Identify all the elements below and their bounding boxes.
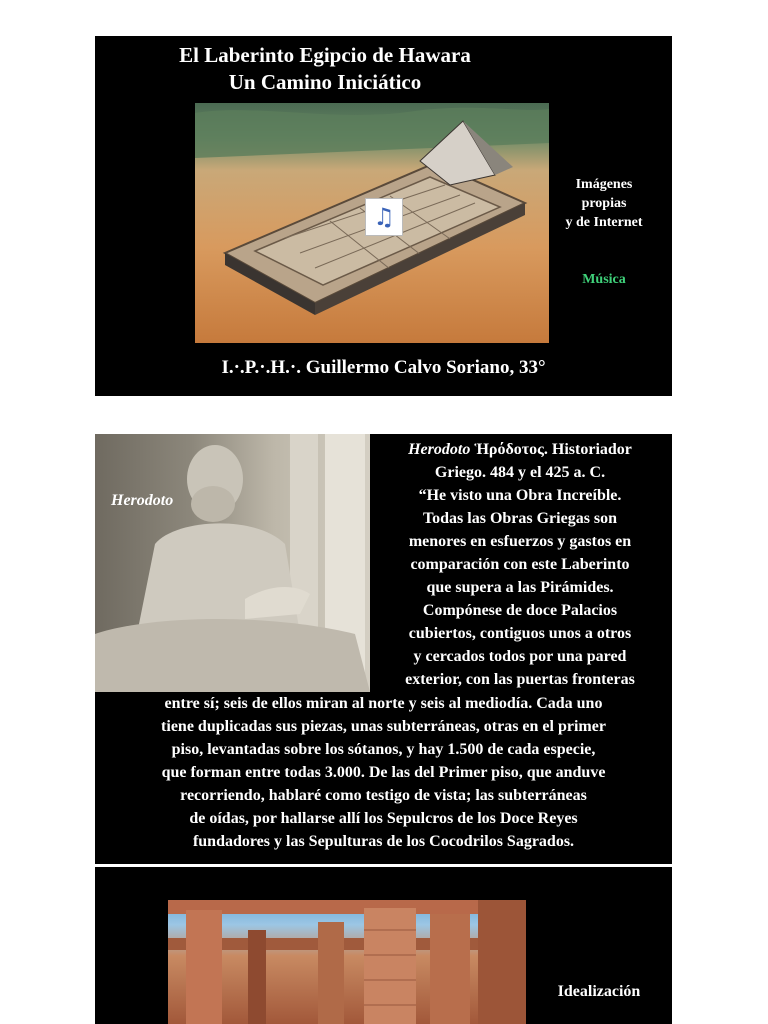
quote-line: fundadores y las Sepulturas de los Cocodrilos Sagrados.	[192, 833, 575, 850]
credits-line-1: Imágenes	[575, 177, 633, 192]
herodotus-label: Herodoto	[111, 492, 174, 509]
quote-line: Todas las Obras Griegas son	[422, 510, 618, 527]
quote-line: cubiertos, contiguos unos a otros	[408, 625, 632, 642]
quote-line: que forman entre todas 3.000. De las del Primer piso, que anduve	[161, 764, 606, 781]
slide-herodotus	[95, 434, 672, 864]
quote-line: Compónese de doce Palacios	[422, 602, 618, 619]
quote-line: que supera a las Pirámides.	[426, 579, 614, 596]
quote-line: Griego. 484 y el 425 a. C.	[434, 464, 606, 481]
quote-line: entre sí; seis de ellos miran al norte y seis al mediodía. Cada uno	[164, 695, 603, 712]
slide-title-heading	[95, 42, 555, 96]
idealization-label: Idealización	[557, 983, 641, 1000]
quote-line: tiene duplicadas sus piezas, unas subterráneas, otras en el primer	[161, 718, 606, 735]
quote-line-heading	[375, 438, 665, 461]
quote-line: exterior, con las puertas fronteras	[405, 671, 635, 688]
title-line-2: Un Camino Iniciático	[228, 70, 422, 94]
herodotus-quote-bottom	[95, 692, 672, 853]
quote-line: y cercados todos por una pared	[413, 648, 627, 665]
quote-line: recorriendo, hablaré como testigo de vista; las subterráneas	[180, 787, 587, 804]
quote-line: de oídas, por hallarse allí los Sepulcros de los Doce Reyes	[189, 810, 578, 827]
herodotus-quote-top	[375, 438, 665, 691]
author-line: I.·.P.·.H.·. Guillermo Calvo Soriano, 33°	[221, 357, 546, 378]
temple-columns-photo	[168, 900, 526, 1024]
image-credits	[553, 175, 655, 232]
slide-idealization	[95, 867, 672, 1024]
slide-title	[95, 36, 672, 396]
music-link[interactable]: Música	[582, 272, 626, 287]
quote-line: “He visto una Obra Increíble.	[418, 487, 622, 504]
quote-line: piso, levantadas sobre los sótanos, y hay 1.500 de cada especie,	[171, 741, 596, 758]
herodotus-statue-photo	[95, 434, 370, 692]
herodotus-name: Herodoto	[408, 441, 471, 458]
credits-line-3: y de Internet	[565, 215, 643, 230]
title-line-1: El Laberinto Egipcio de Hawara	[179, 43, 471, 67]
quote-line: comparación con este Laberinto	[410, 556, 630, 573]
herodotus-greek-name: Ἡρόδοτος. Historiador	[470, 441, 632, 458]
quote-line: menores en esfuerzos y gastos en	[408, 533, 632, 550]
credits-line-2: propias	[581, 196, 627, 211]
music-note-icon[interactable]: ♫	[365, 198, 403, 236]
